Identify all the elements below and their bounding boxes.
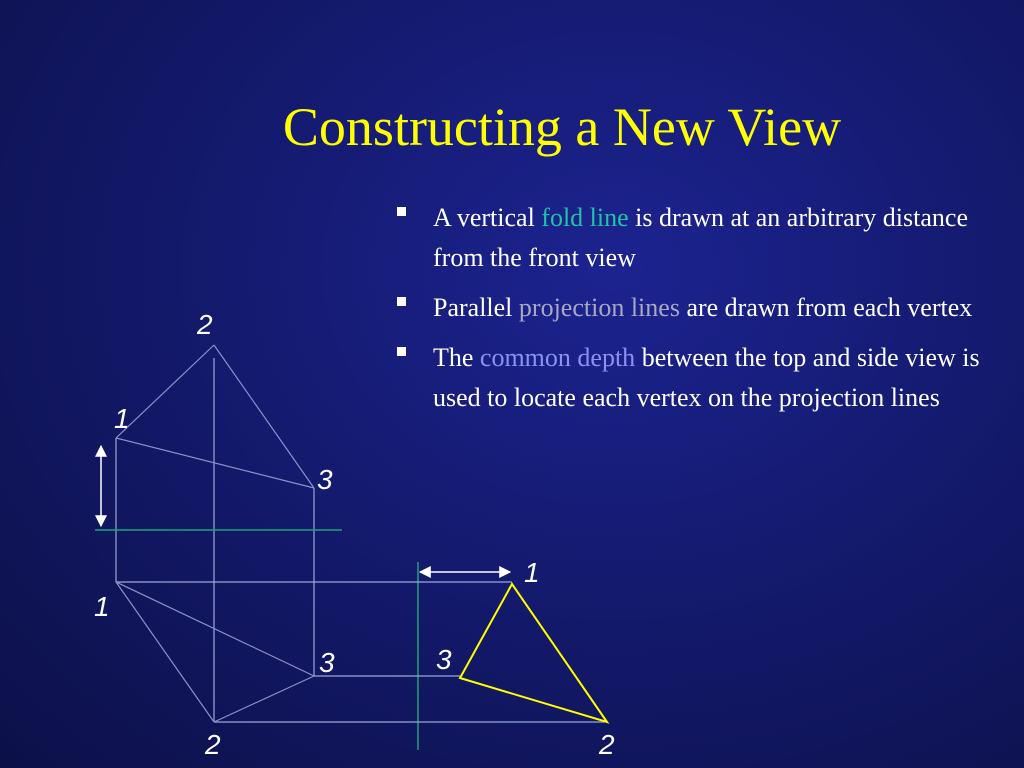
bullet-1-text-a: A vertical xyxy=(433,203,542,232)
label-top-vertex-1: 1 xyxy=(114,403,130,434)
bullet-2-text-a: Parallel xyxy=(433,293,519,322)
label-side-vertex-3: 3 xyxy=(436,644,452,675)
bullet-1-keyword-fold-line: fold line xyxy=(541,203,629,232)
label-front-vertex-2: 2 xyxy=(205,729,221,760)
label-front-vertex-1: 1 xyxy=(94,591,110,622)
bullet-2-text-b: are drawn from each vertex xyxy=(679,293,973,322)
label-side-vertex-1: 1 xyxy=(524,557,540,588)
label-top-vertex-3: 3 xyxy=(317,464,333,495)
slide-title: Constructing a New View xyxy=(282,97,842,157)
bullet-3-text-b: between the top and side view is used to locate each vertex on the projection lines xyxy=(433,343,980,412)
front-view-triangle xyxy=(116,582,314,722)
label-top-vertex-2: 2 xyxy=(197,309,213,340)
bullet-2-keyword-projection-lines: projection lines xyxy=(518,293,680,322)
bullet-1-text-b: is drawn at an arbitrary distance from the front view xyxy=(433,203,968,272)
bullet-3-keyword-common-depth: common depth xyxy=(479,343,636,372)
side-view-triangle xyxy=(460,584,607,722)
top-view-triangle xyxy=(116,345,314,488)
label-front-vertex-3: 3 xyxy=(319,647,335,678)
bullet-3-text-a: The xyxy=(433,343,480,372)
label-side-vertex-2: 2 xyxy=(599,729,615,760)
